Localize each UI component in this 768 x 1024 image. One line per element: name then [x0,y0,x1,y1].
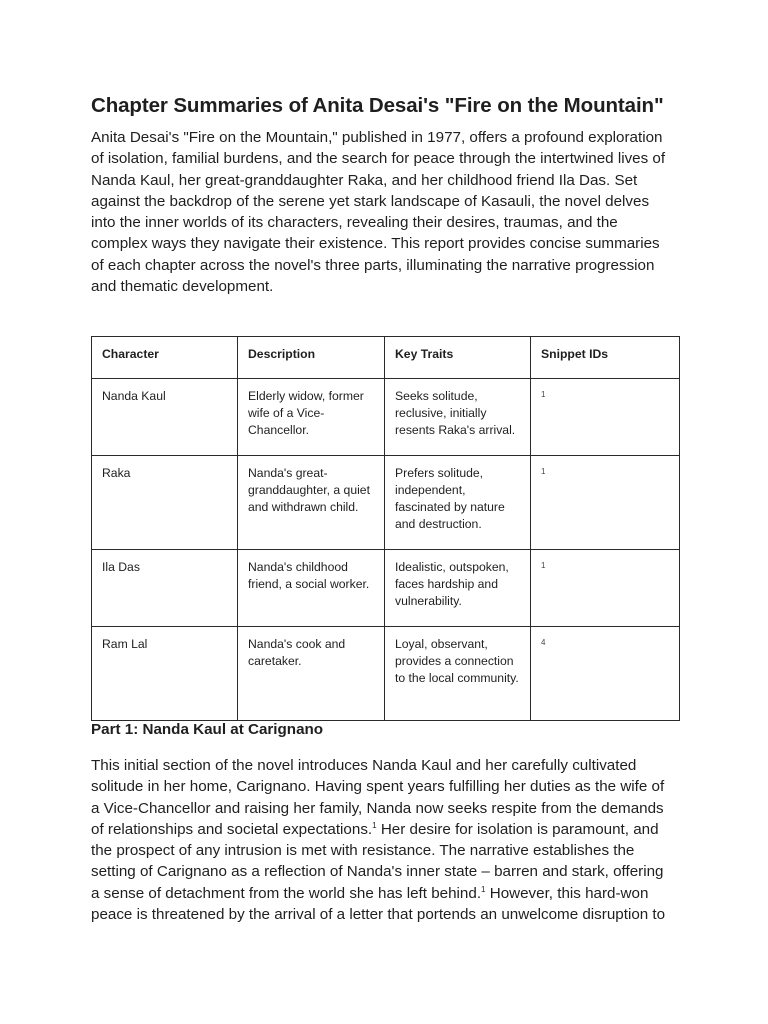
cell-character: Raka [92,456,238,550]
cell-key-traits: Prefers solitude, independent, fascinated by nature and destruction. [385,456,531,550]
cell-description: Nanda's great-granddaughter, a quiet and withdrawn child. [238,456,385,550]
paragraph-line [91,883,691,904]
intro-line: Anita Desai's "Fire on the Mountain," published in 1977, offers a profound exploration [91,129,663,146]
page-title: Chapter Summaries of Anita Desai's "Fire on the Mountain" [91,94,664,117]
header-description: Description [238,337,385,379]
table-header-row [92,337,680,379]
paragraph-line [91,798,691,819]
intro-line: against the backdrop of the serene yet stark landscape of Kasauli, the novel delves [91,192,650,210]
table-row [92,379,680,456]
intro-line: Nanda Kaul, her great-granddaughter Raka, and her childhood friend Ila Das. Set [91,171,638,189]
intro-line: into the inner worlds of its characters, revealing their desires, traumas, and the [91,214,618,232]
paragraph-line [91,904,691,925]
intro-paragraph [91,127,691,297]
paragraph-line [91,861,691,882]
cell-snippet-id: 1 [531,456,680,550]
table-row [92,550,680,627]
line-text: solitude in her home, Carignano. Having spent years fulfilling her duties as the wife of [91,778,665,796]
cell-snippet-id: 4 [531,627,680,721]
paragraph-line [91,776,691,797]
cell-key-traits: Seeks solitude, reclusive, initially resents Raka's arrival. [385,379,531,456]
cell-key-traits: Idealistic, outspoken, faces hardship and vulnerability. [385,550,531,627]
citation-marker: 1 [372,820,377,830]
section-heading-part1: Part 1: Nanda Kaul at Carignano [91,721,324,738]
citation-marker: 1 [481,884,486,894]
table-row [92,456,680,550]
intro-line: of each chapter across the novel's three parts, illuminating the narrative progression [91,256,655,274]
character-table [91,336,680,721]
cell-description: Nanda's childhood friend, a social worker. [238,550,385,627]
line-text: of relationships and societal expectations. [91,820,373,838]
intro-line: and thematic development. [91,278,274,296]
line-text: This initial section of the novel introduces Nanda Kaul and her carefully cultivated [91,757,637,774]
line-text-after: However, this hard-won [485,884,649,902]
cell-snippet-id: 1 [531,379,680,456]
cell-description: Nanda's cook and caretaker. [238,627,385,721]
cell-description: Elderly widow, former wife of a Vice-Chancellor. [238,379,385,456]
line-text-after: Her desire for isolation is paramount, and [376,820,659,838]
intro-line: of isolation, familial burdens, and the search for peace through the intertwined lives of [91,150,666,168]
cell-character: Ila Das [92,550,238,627]
line-text: peace is threatened by the arrival of a letter that portends an unwelcome disruption to [91,906,666,924]
line-text: a Vice-Chancellor and raising her family, Nanda now seeks respite from the demands [91,799,664,817]
cell-key-traits: Loyal, observant, provides a connection to the local community. [385,627,531,721]
paragraph-line [91,840,691,861]
line-text: setting of Carignano as a reflection of Nanda's inner state – barren and stark, offering [91,863,664,881]
cell-snippet-id: 1 [531,550,680,627]
header-character: Character [92,337,238,379]
line-text: the prospect of any intrusion is met with resistance. The narrative establishes the [91,842,635,860]
table-row [92,627,680,721]
cell-character: Nanda Kaul [92,379,238,456]
line-text: a sense of detachment from the world she has left behind. [91,884,482,902]
header-key-traits: Key Traits [385,337,531,379]
part1-paragraph [91,755,691,925]
cell-character: Ram Lal [92,627,238,721]
paragraph-line [91,819,691,840]
header-snippet-ids: Snippet IDs [531,337,680,379]
intro-line: complex ways they navigate their existence. This report provides concise summaries [91,235,660,253]
paragraph-line [91,755,691,776]
